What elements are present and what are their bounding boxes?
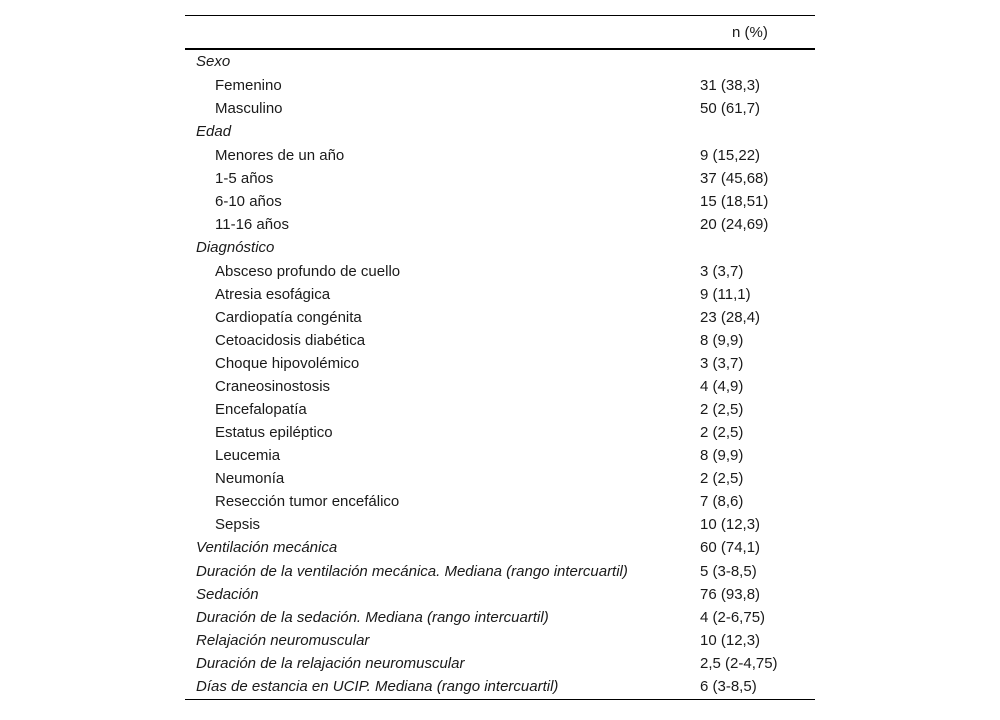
row-value: 2 (2,5): [700, 401, 744, 418]
row-label: Leucemia: [215, 447, 281, 464]
row-label: Estatus epiléptico: [215, 424, 333, 441]
table-row: [185, 398, 815, 421]
table-row: [185, 190, 815, 213]
row-value: 4 (4,9): [700, 378, 744, 395]
table-row-sedacion: [185, 583, 815, 606]
table-row: [185, 306, 815, 329]
section-title: Diagnóstico: [196, 239, 275, 256]
table-row-duracion-sedacion: [185, 606, 815, 629]
table-row: [185, 144, 815, 167]
row-label: 6-10 años: [215, 193, 282, 210]
table-row: [185, 421, 815, 444]
row-label: Encefalopatía: [215, 401, 307, 418]
column-header-n-percent: n (%): [732, 24, 768, 41]
row-label: Ventilación mecánica: [196, 539, 338, 556]
section-header-edad: [185, 120, 815, 144]
table-row: [185, 490, 815, 513]
table-row: [185, 213, 815, 236]
table-row: [185, 260, 815, 283]
row-label: Cetoacidosis diabética: [215, 332, 366, 349]
row-label: Neumonía: [215, 470, 285, 487]
row-value: 20 (24,69): [700, 216, 769, 233]
row-value: 4 (2-6,75): [700, 609, 766, 626]
row-label: Duración de la relajación neuromuscular: [196, 655, 465, 672]
row-value: 10 (12,3): [700, 516, 761, 533]
row-value: 3 (3,7): [700, 263, 744, 280]
row-value: 31 (38,3): [700, 77, 761, 94]
row-label: Atresia esofágica: [215, 286, 331, 303]
section-title: Sexo: [196, 53, 231, 70]
row-label: Duración de la ventilación mecánica. Mediana (rango intercuartil): [196, 563, 628, 580]
table-row: [185, 352, 815, 375]
row-value: 60 (74,1): [700, 539, 761, 556]
row-value: 6 (3-8,5): [700, 678, 757, 695]
table-row-duracion-ventilacion: [185, 560, 815, 583]
row-value: 2 (2,5): [700, 424, 744, 441]
table-row-duracion-relajacion: [185, 652, 815, 675]
row-value: 2 (2,5): [700, 470, 744, 487]
row-label: Cardiopatía congénita: [215, 309, 362, 326]
table-row: [185, 375, 815, 398]
section-title: Edad: [196, 123, 232, 140]
row-value: 37 (45,68): [700, 170, 769, 187]
table-row: [185, 513, 815, 536]
table-row-dias-estancia: [185, 675, 815, 698]
row-value: 2,5 (2-4,75): [700, 655, 778, 672]
row-value: 9 (15,22): [700, 147, 761, 164]
row-value: 3 (3,7): [700, 355, 744, 372]
table-row-relajacion: [185, 629, 815, 652]
table-row: [185, 444, 815, 467]
row-value: 10 (12,3): [700, 632, 761, 649]
data-table: [185, 15, 815, 700]
row-value: 8 (9,9): [700, 447, 744, 464]
row-value: 50 (61,7): [700, 100, 761, 117]
row-label: Relajación neuromuscular: [196, 632, 370, 649]
table-bottom-rule: [185, 699, 815, 700]
table-row: [185, 74, 815, 97]
row-label: Absceso profundo de cuello: [215, 263, 401, 280]
row-label: Resección tumor encefálico: [215, 493, 400, 510]
row-label: Menores de un año: [215, 147, 345, 164]
row-label: Craneosinostosis: [215, 378, 331, 395]
table-row: [185, 467, 815, 490]
table-row: [185, 283, 815, 306]
table-row-ventilacion: [185, 536, 815, 560]
row-label: Días de estancia en UCIP. Mediana (rango intercuartil): [196, 678, 559, 695]
row-label: 11-16 años: [215, 216, 289, 233]
row-label: Femenino: [215, 77, 282, 94]
table-row: [185, 167, 815, 190]
table-row: [185, 329, 815, 352]
table-header: [185, 16, 815, 50]
row-label: Duración de la sedación. Mediana (rango intercuartil): [196, 609, 549, 626]
row-label: Sepsis: [215, 516, 261, 533]
row-value: 9 (11,1): [700, 286, 751, 303]
section-header-sexo: [185, 50, 815, 74]
row-label: 1-5 años: [215, 170, 274, 187]
row-value: 76 (93,8): [700, 586, 761, 603]
row-value: 5 (3-8,5): [700, 563, 757, 580]
row-value: 15 (18,51): [700, 193, 769, 210]
row-value: 23 (28,4): [700, 309, 761, 326]
row-value: 7 (8,6): [700, 493, 744, 510]
section-header-diagnostico: [185, 236, 815, 260]
row-label: Masculino: [215, 100, 283, 117]
row-label: Sedación: [196, 586, 259, 603]
table-row: [185, 97, 815, 120]
row-label: Choque hipovolémico: [215, 355, 360, 372]
row-value: 8 (9,9): [700, 332, 744, 349]
